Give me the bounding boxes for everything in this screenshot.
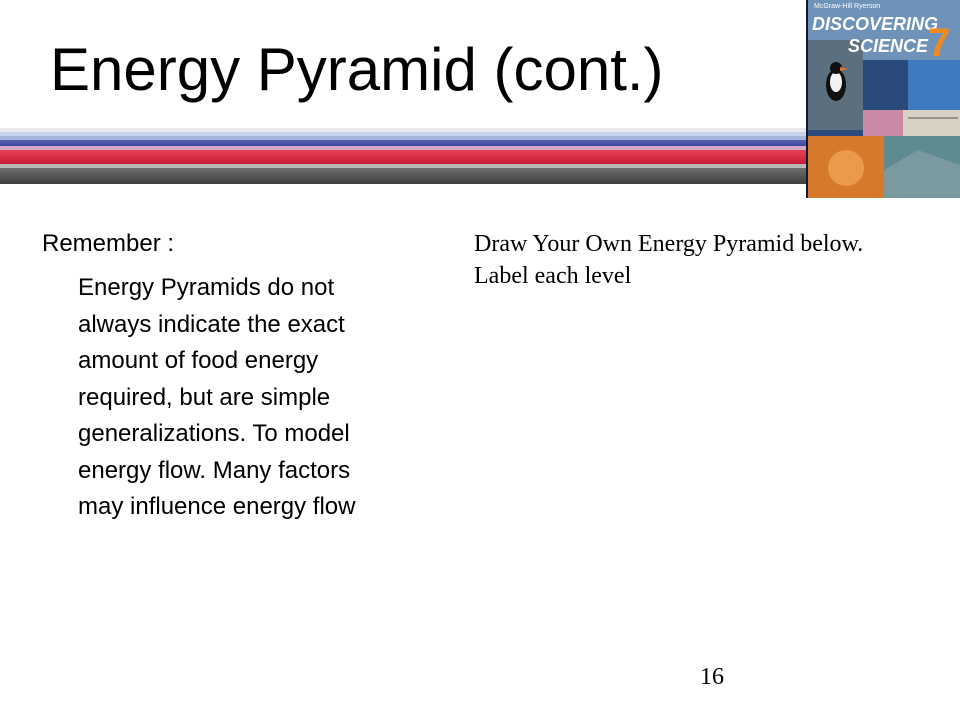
slide-title: Energy Pyramid (cont.) <box>50 36 664 103</box>
header-stripe-band <box>0 128 806 184</box>
cover-title-line1: DISCOVERING <box>812 14 939 34</box>
reminder-section <box>42 226 382 526</box>
cover-publisher-text: McGraw-Hill Ryerson <box>814 3 881 10</box>
instruction-text: Draw Your Own Energy Pyramid below. Label each level <box>474 231 864 289</box>
textbook-cover-image <box>806 0 960 198</box>
reminder-body-text: Energy Pyramids do not always indicate the exact amount of food energy required, but are simple generalizations. To model energy flow. Many factors may influence energy flow <box>78 274 356 520</box>
cover-collage-graphic <box>808 0 960 198</box>
page-number: 16 <box>700 664 724 690</box>
remember-label: Remember : <box>42 230 175 257</box>
cover-title-line2: SCIENCE <box>848 36 929 56</box>
cover-grade-number: 7 <box>928 21 951 65</box>
